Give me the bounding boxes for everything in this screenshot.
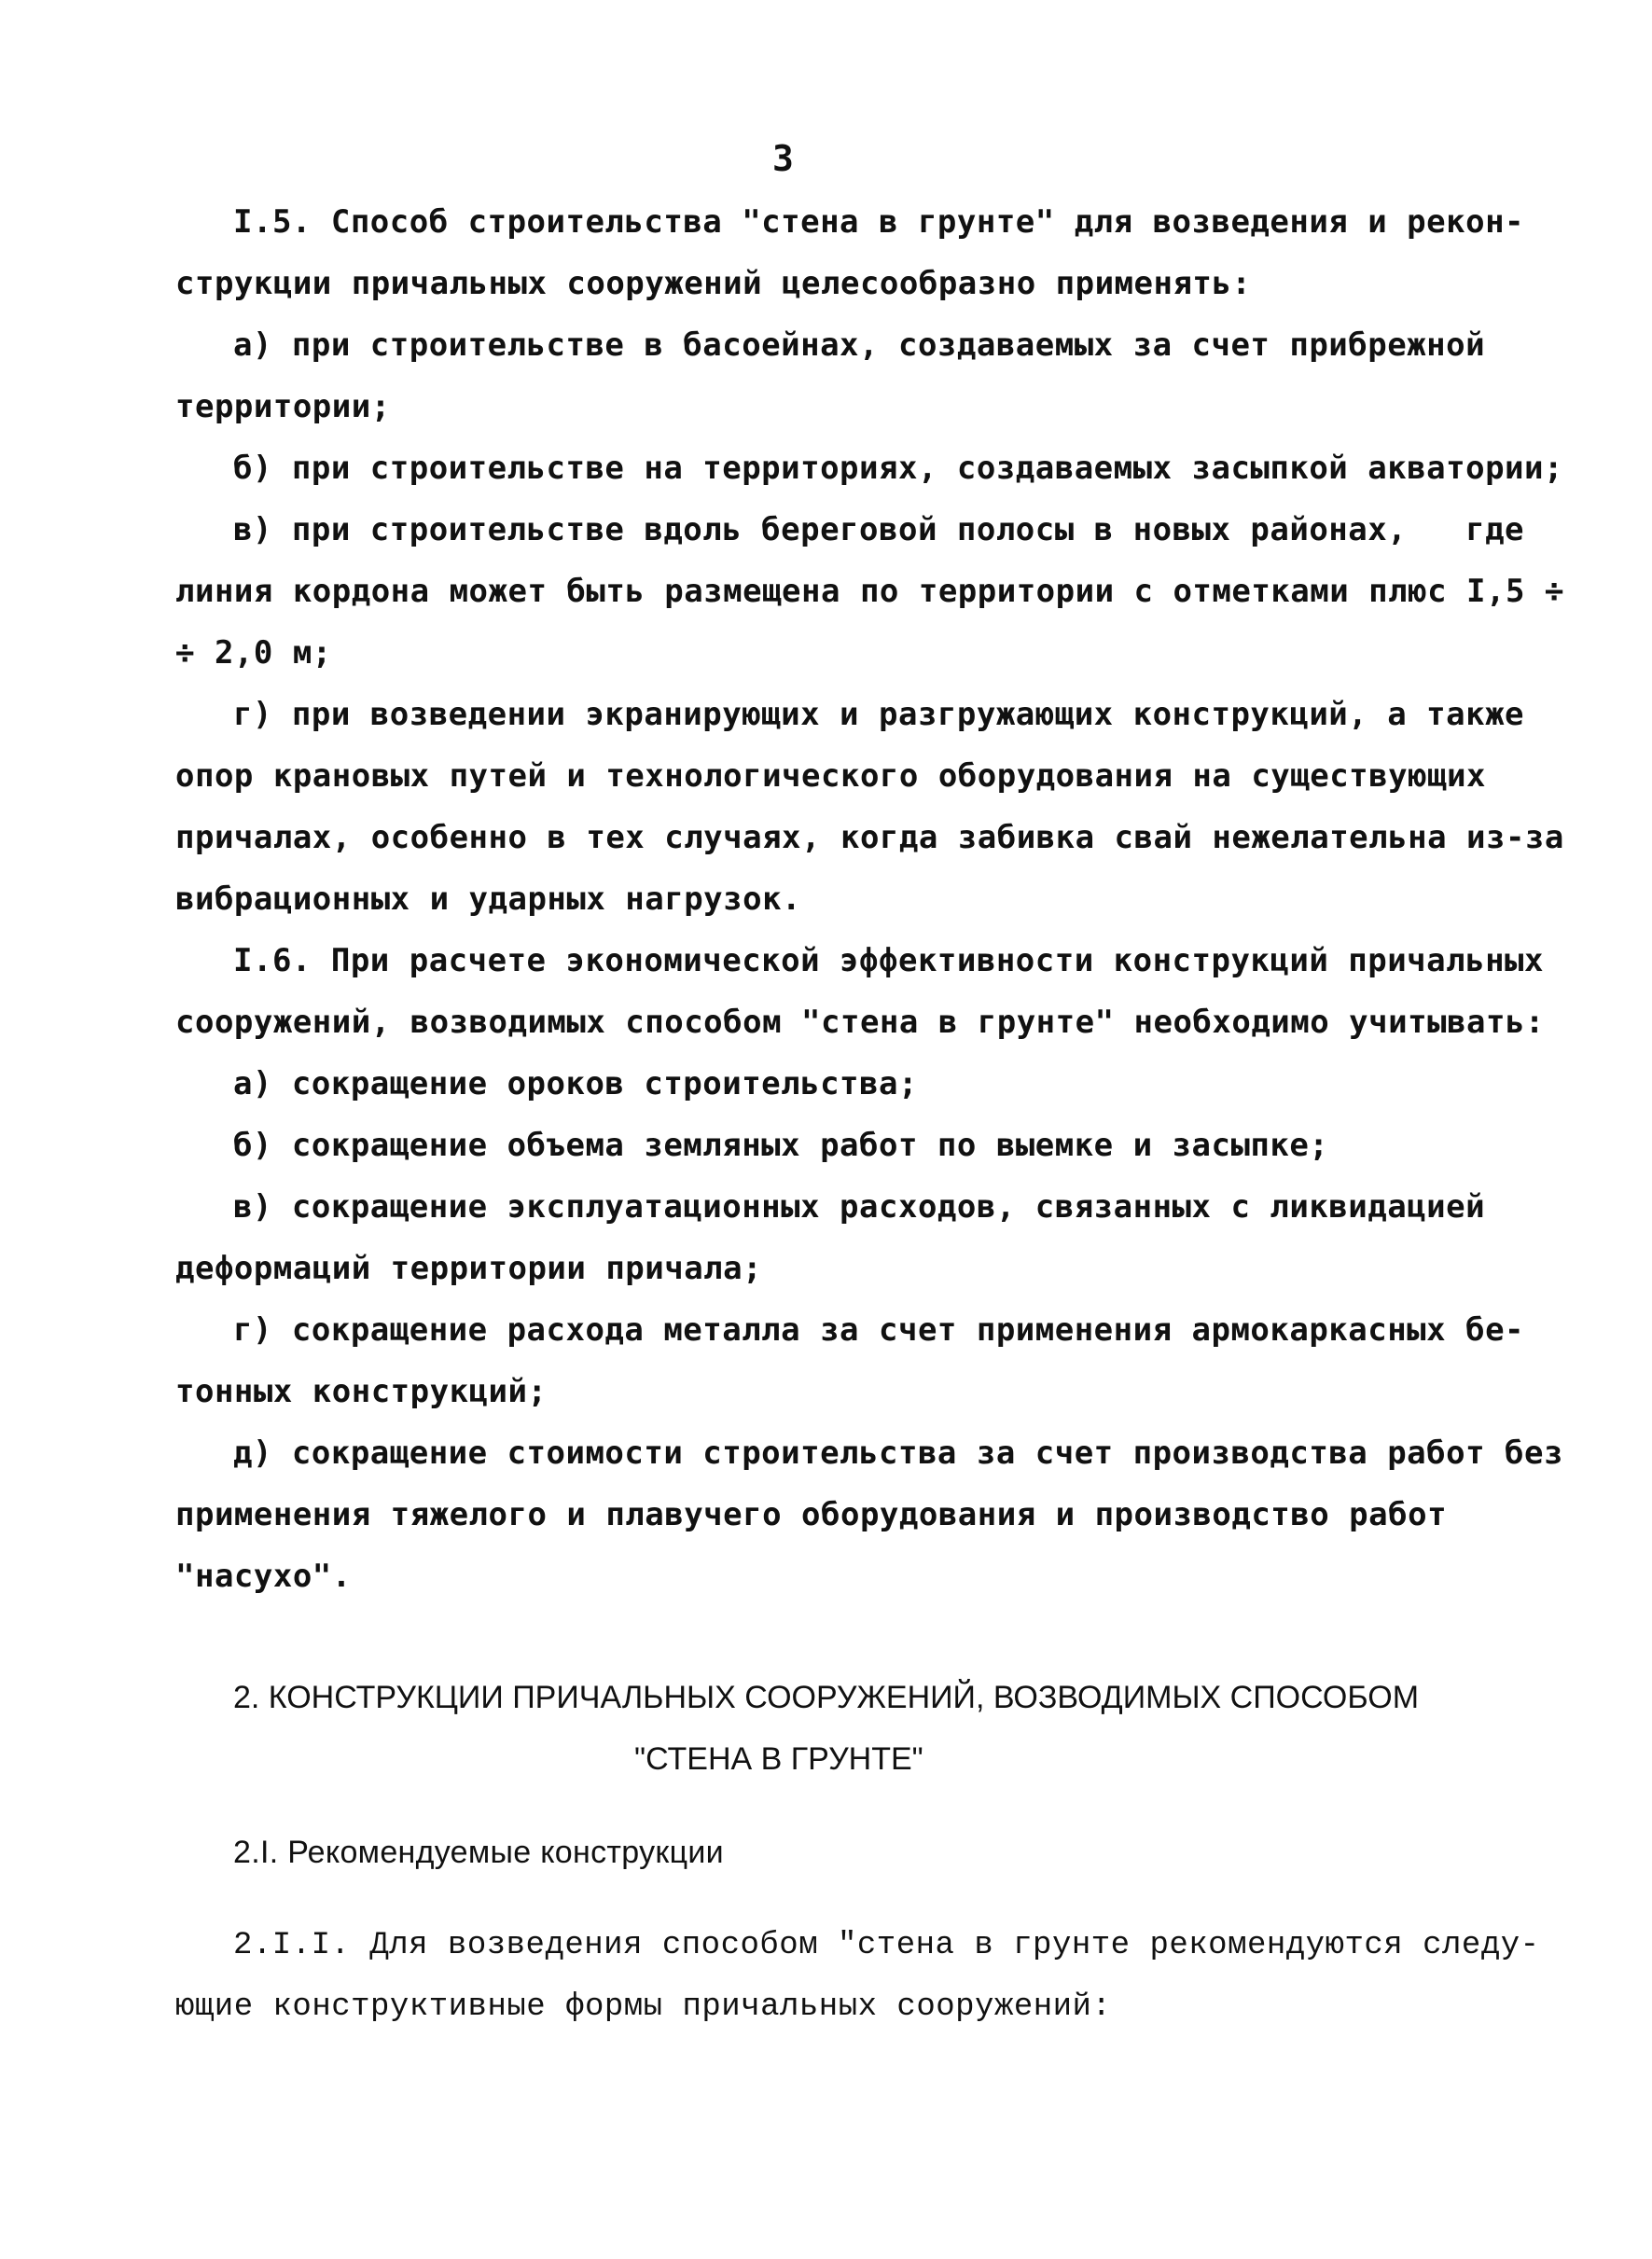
text-line: а) сокращение ороков строительства; (233, 1065, 918, 1102)
text-line: причалах, особенно в тех случаях, когда забивка свай нежелательна из-за (175, 819, 1564, 856)
text-line: I.5. Способ строительства "стена в грунте" для возведения и рекон- (233, 203, 1525, 241)
subsection-heading: 2.I. Рекомендуемые конструкции (233, 1835, 724, 1870)
text-line: тонных конструкций; (175, 1373, 548, 1410)
text-line: г) сокращение расхода металла за счет применения армокаркасных бе- (233, 1311, 1525, 1349)
text-line: I.6. При расчете экономической эффективности конструкций причальных (233, 942, 1544, 979)
text-line: деформаций территории причала; (175, 1250, 763, 1287)
text-line: опор крановых путей и технологического оборудования на существующих (175, 757, 1486, 795)
text-line: струкции причальных сооружений целесообразно применять: (175, 265, 1252, 302)
page-number: 3 (772, 138, 795, 179)
text-line: б) при строительстве на территориях, создаваемых засыпкой акватории; (233, 450, 1563, 487)
text-line: территории; (175, 388, 391, 425)
section-heading: 2. КОНСТРУКЦИИ ПРИЧАЛЬНЫХ СООРУЖЕНИЙ, ВОЗВОДИМЫХ СПОСОБОМ (233, 1680, 1420, 1715)
text-line: ÷ 2,0 м; (175, 634, 332, 672)
text-line: в) сокращение эксплуатационных расходов, связанных с ликвидацией (233, 1188, 1486, 1226)
text-line: в) при строительстве вдоль береговой полосы в новых районах, где (233, 511, 1525, 548)
text-line: г) при возведении экранирующих и разгружающих конструкций, а также (233, 696, 1525, 733)
text-line: сооружений, возводимых способом "стена в грунте" необходимо учитывать: (175, 1004, 1545, 1041)
section-heading-continued: "СТЕНА В ГРУНТЕ" (634, 1741, 923, 1777)
text-line: применения тяжелого и плавучего оборудования и производство работ (175, 1496, 1448, 1533)
text-line: вибрационных и ударных нагрузок. (175, 880, 802, 918)
text-line: б) сокращение объема земляных работ по выемке и засыпке; (233, 1127, 1329, 1164)
text-line: линия кордона может быть размещена по территории с отметками плюс I,5 ÷ (175, 573, 1564, 610)
text-line: ющие конструктивные формы причальных сооружений: (175, 1989, 1112, 2025)
text-line: 2.I.I. Для возведения способом "стена в грунте рекомендуются следу- (233, 1928, 1540, 1963)
text-line: "насухо". (175, 1558, 352, 1595)
text-line: д) сокращение стоимости строительства за счет производства работ без (233, 1434, 1563, 1472)
text-line: а) при строительстве в басоейнах, создаваемых за счет прибрежной (233, 326, 1486, 364)
